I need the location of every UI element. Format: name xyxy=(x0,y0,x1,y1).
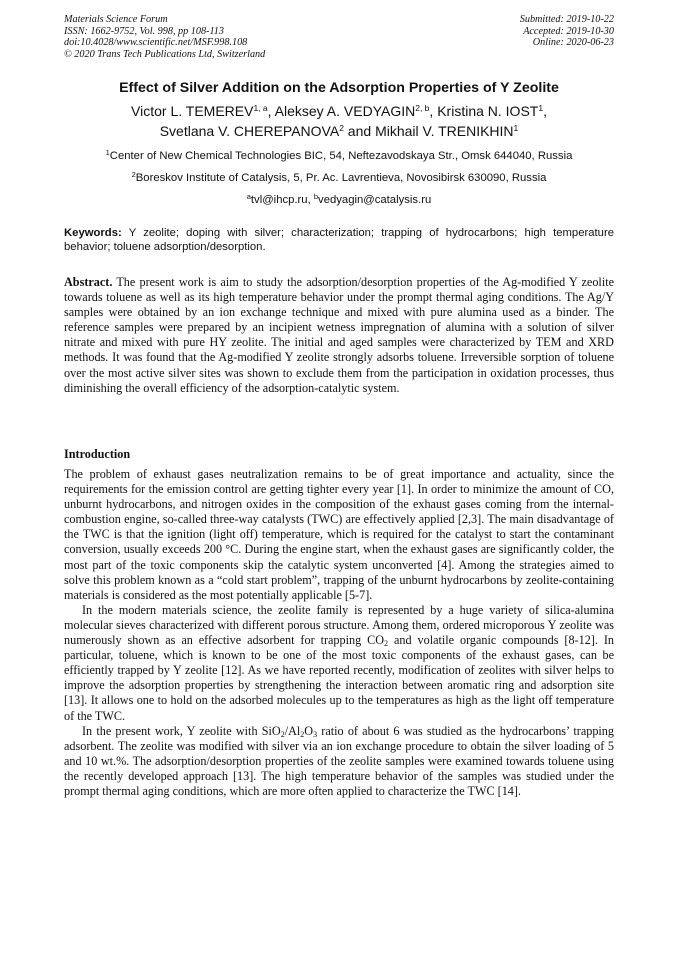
author-name: Kristina N. IOST xyxy=(437,103,539,119)
email-link[interactable]: tvl@ihcp.ru, xyxy=(250,194,314,206)
affiliation: $^1$Center of New Chemical Technologies BIC, 54, Neftezavodskaya Str., Omsk 644040, Russia xyxy=(105,148,573,162)
author-affil-mark: 1, a xyxy=(253,103,268,113)
paragraph: In the modern materials science, the zeolite family is represented by a huge variety of silica-alumina molecular sieves characterized with different porous structure. Among them, ordered microporous Y zeolite was numerously shown as an effective adsorbent for trapping $CO_2$ and volatile organic compounds [8-12]. In particular, toluene, which is known to be one of the most toxic components of the exhaust gases, can be efficiently trapped by Y zeolite [12]. As we have reported recently, modification of zeolites with silver helps to improve the adsorption properties by strengthening the interaction between aromatic ring and adsorption site [13]. It allows one to hold on the adsorbed molecules up to the temperatures as high as the light off temperature of the TWC. xyxy=(64,602,614,723)
author-name: Mikhail V. TRENIKHIN xyxy=(375,122,514,139)
author-name: Victor L. TEMEREV xyxy=(131,103,254,119)
author-affil-mark: 1 xyxy=(538,103,544,113)
abstract-text: The present work is aim to study the adsorption/desorption properties of the Ag-modified Y zeolite towards toluene as well as its high temperature behavior under the prompt thermal aging conditions. The Ag/Y samples were obtained by an ion exchange technique and mixed with pure alumina used as a binder. The reference samples were prepared by an incipient wetness impregnation of alumina with a solution of silver nitrate and mixed with pure HY zeolite. The initial and aged samples were characterized by TEM and XRD methods. It was found that the Ag-modified Y zeolite strongly adsorbs toluene. Irreversible sorption of toluene over the most active silver sites was shown to exclude them from the participation in oxidation processes, thus diminishing the overall efficiency of the adsorption-catalytic system. xyxy=(64,275,614,395)
author-emails: $^a$tvl@ihcp.ru, $^b$vedyagin@catalysis.ru xyxy=(246,192,432,206)
author-affil-mark: 2, b xyxy=(415,103,430,113)
author-name: Aleksey A. VEDYAGIN xyxy=(274,103,416,119)
abstract xyxy=(64,275,614,396)
paper-title: Effect of Silver Addition on the Adsorption Properties of Y Zeolite xyxy=(119,80,559,96)
submitted-date: Submitted: 2019-10-22 xyxy=(519,14,614,25)
keywords-label: Keywords: xyxy=(64,227,122,239)
author-list: Victor L. TEMEREV$^{1, a}$, Aleksey A. VEDYAGIN$^{2, b}$, Kristina N. IOST$^1$, Svetlana V. CHEREPANOVA$^2$ and Mikhail V. TRENIKHIN$^1$ xyxy=(131,103,547,139)
paragraph: The problem of exhaust gases neutralization remains to be of great importance and actuality, since the requirements for the emission control are getting tighter every year [1]. In order to minimize the amount of CO, unburnt hydrocarbons, and nitrogen oxides in the composition of the exhaust gases coming from the internal-combustion engine, so-called three-way catalysts (TWC) are effectively applied [2,3]. The main disadvantage of the TWC is that the ignition (light off) temperature, which is required for the catalyst to start the contaminant conversion, usually exceeds 200 °C. During the engine start, when the exhaust gases are significantly colder, the most part of the toxic components skip the catalytic system unconverted [4]. Among the strategies aimed to solve this problem known as a “cold start problem”, trapping of the unburnt hydrocarbons by zeolite-containing materials is considered as the most potentially applicable [5-7]. xyxy=(64,467,614,602)
keywords xyxy=(64,227,614,255)
abstract-label: Abstract. xyxy=(64,275,113,289)
keywords-text: Y zeolite; doping with silver; characterization; trapping of hydrocarbons; high temperature behavior; toluene adsorption/desorption. xyxy=(64,227,614,253)
author-affil-mark: 2 xyxy=(339,122,344,133)
email-link[interactable]: vedyagin@catalysis.ru xyxy=(318,194,432,206)
author-affil-mark: 1 xyxy=(513,122,519,133)
author-name: Svetlana V. CHEREPANOVA xyxy=(159,122,340,139)
journal-name: Materials Science Forum xyxy=(64,14,168,25)
journal-copyright: © 2020 Trans Tech Publications Ltd, Switzerland xyxy=(64,48,266,60)
accepted-date: Accepted: 2019-10-30 xyxy=(523,25,614,37)
section-heading: Introduction xyxy=(64,447,131,461)
introduction-body xyxy=(64,467,614,799)
affiliation: $^2$Boreskov Institute of Catalysis, 5, Pr. Ac. Lavrentieva, Novosibirsk 630090, Russia xyxy=(131,170,547,184)
journal-issn: ISSN: 1662-9752, Vol. 998, pp 108-113 xyxy=(64,25,224,37)
online-date: Online: 2020-06-23 xyxy=(532,37,614,49)
journal-doi: doi:10.4028/www.scientific.net/MSF.998.108 xyxy=(64,37,248,49)
paragraph: In the present work, Y zeolite with $SiO_2/Al_2O_3$ ratio of about 6 was studied as the hydrocarbons’ trapping adsorbent. The zeolite was modified with silver via an ion exchange procedure to obtain the silver loading of 5 and 10 wt.%. The adsorption/desorption properties of the zeolite samples were examined towards toluene using the recently developed approach [13]. The high temperature behavior of the samples was studied under the prompt thermal aging conditions, which are more often applied to characterize the TWC [14]. xyxy=(64,723,614,798)
journal-info xyxy=(64,14,265,60)
submission-dates xyxy=(520,14,614,49)
